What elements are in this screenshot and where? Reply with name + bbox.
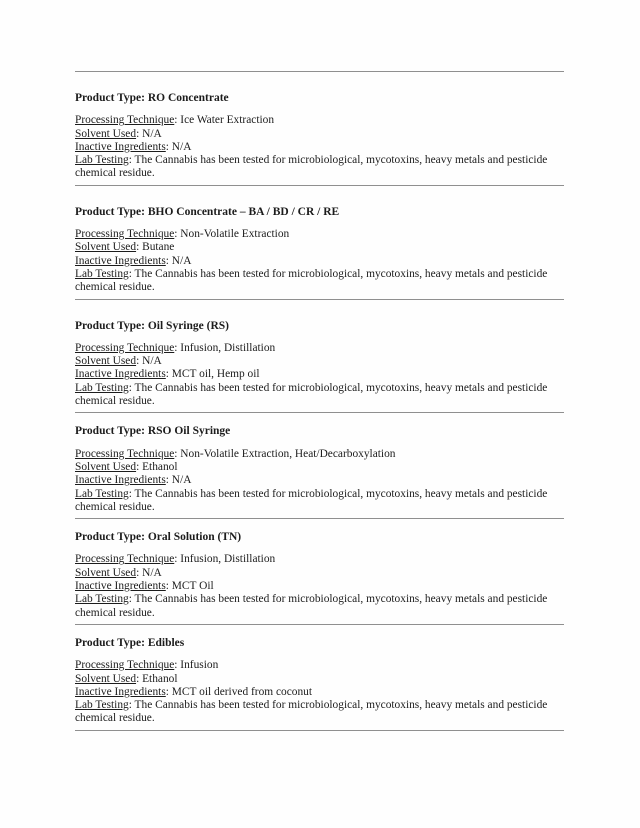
label-separator: : (128, 699, 135, 712)
inactive-ingredients-label: Inactive Ingredients (75, 580, 166, 593)
solvent-used-value: N/A (142, 127, 162, 140)
inactive-ingredients-value: N/A (171, 254, 192, 267)
horizontal-rule (75, 518, 564, 519)
solvent-used-line (75, 673, 564, 686)
solvent-used-line (75, 241, 564, 254)
label-separator: : (174, 553, 181, 566)
processing-technique-label: Processing Technique (75, 341, 175, 354)
processing-technique-line (75, 114, 564, 127)
product-section (75, 185, 564, 295)
inactive-ingredients-label: Inactive Ingredients (75, 368, 166, 381)
label-separator: : (165, 254, 172, 267)
solvent-used-line (75, 567, 564, 580)
lab-testing-value: The Cannabis has been tested for microbiological, mycotoxins, heavy metals and pesticide chemical residue. (75, 267, 548, 294)
processing-technique-value: Infusion, Distillation (180, 553, 276, 566)
label-separator: : (136, 672, 143, 685)
lab-testing-value: The Cannabis has been tested for microbiological, mycotoxins, heavy metals and pesticide chemical residue. (75, 487, 548, 513)
product-type-heading: Product Type: RO Concentrate (75, 92, 229, 104)
solvent-used-label: Solvent Used (75, 355, 137, 368)
inactive-ingredients-value: MCT Oil (171, 580, 214, 593)
lab-testing-value: The Cannabis has been tested for microbiological, mycotoxins, heavy metals and pesticide chemical residue. (75, 381, 548, 408)
label-separator: : (128, 487, 135, 500)
solvent-used-label: Solvent Used (75, 460, 137, 473)
inactive-ingredients-label: Inactive Ingredients (75, 474, 166, 487)
product-fields (75, 448, 564, 514)
inactive-ingredients-line (75, 686, 564, 699)
inactive-ingredients-label: Inactive Ingredients (75, 254, 166, 267)
processing-technique-label: Processing Technique (75, 553, 175, 566)
processing-technique-label: Processing Technique (75, 659, 175, 672)
processing-technique-value: Non-Volatile Extraction (180, 228, 290, 241)
processing-technique-line (75, 659, 564, 672)
label-separator: : (136, 355, 143, 368)
product-fields (75, 228, 564, 294)
inactive-ingredients-value: N/A (171, 474, 192, 487)
inactive-ingredients-line (75, 255, 564, 268)
product-type-heading: Product Type: Oral Solution (TN) (75, 531, 242, 544)
inactive-ingredients-line (75, 141, 564, 154)
lab-testing-line (75, 268, 564, 295)
inactive-ingredients-line (75, 368, 564, 381)
solvent-used-label: Solvent Used (75, 127, 137, 140)
inactive-ingredients-value: MCT oil derived from coconut (171, 685, 313, 698)
label-separator: : (174, 447, 181, 460)
processing-technique-line (75, 448, 564, 461)
inactive-ingredients-label: Inactive Ingredients (75, 685, 166, 698)
product-fields (75, 553, 564, 619)
label-separator: : (128, 381, 135, 394)
product-section (75, 71, 564, 181)
solvent-used-value: Ethanol (142, 672, 178, 685)
solvent-used-line (75, 355, 564, 368)
label-separator: : (136, 127, 143, 140)
solvent-used-value: N/A (142, 355, 162, 368)
processing-technique-value: Infusion, Distillation (180, 341, 276, 354)
product-fields (75, 342, 564, 408)
lab-testing-label: Lab Testing (75, 699, 129, 712)
solvent-used-value: Butane (142, 241, 175, 254)
label-separator: : (165, 580, 172, 593)
product-type-heading: Product Type: Oil Syringe (RS) (75, 319, 229, 332)
product-section (75, 412, 564, 514)
lab-testing-label: Lab Testing (75, 487, 129, 500)
product-fields (75, 659, 564, 725)
lab-testing-line (75, 699, 564, 726)
inactive-ingredients-value: N/A (171, 140, 192, 153)
label-separator: : (174, 341, 181, 354)
inactive-ingredients-label: Inactive Ingredients (75, 140, 166, 153)
lab-testing-label: Lab Testing (75, 593, 129, 606)
label-separator: : (128, 267, 135, 280)
inactive-ingredients-line (75, 474, 564, 487)
lab-testing-line (75, 154, 564, 181)
lab-testing-label: Lab Testing (75, 154, 129, 167)
lab-testing-line (75, 488, 564, 515)
horizontal-rule (75, 71, 564, 72)
lab-testing-value: The Cannabis has been tested for microbiological, mycotoxins, heavy metals and pesticide chemical residue. (75, 154, 548, 180)
processing-technique-label: Processing Technique (75, 114, 175, 127)
horizontal-rule (75, 185, 564, 186)
lab-testing-line (75, 382, 564, 409)
product-type-heading: Product Type: RSO Oil Syringe (75, 425, 231, 438)
sections (75, 71, 564, 726)
horizontal-rule-bottom (75, 730, 564, 731)
label-separator: : (165, 685, 172, 698)
label-separator: : (165, 474, 172, 487)
product-section (75, 299, 564, 409)
label-separator: : (128, 593, 135, 606)
label-separator: : (174, 228, 181, 241)
product-type-heading: Product Type: BHO Concentrate – BA / BD / CR / RE (75, 205, 340, 218)
solvent-used-label: Solvent Used (75, 241, 137, 254)
label-separator: : (136, 241, 143, 254)
label-separator: : (174, 659, 181, 672)
label-separator: : (174, 114, 181, 127)
label-separator: : (136, 460, 143, 473)
processing-technique-line (75, 342, 564, 355)
label-separator: : (165, 140, 172, 153)
horizontal-rule (75, 412, 564, 413)
solvent-used-line (75, 128, 564, 141)
solvent-used-line (75, 461, 564, 474)
document-content (75, 71, 564, 731)
lab-testing-line (75, 593, 564, 620)
lab-testing-value: The Cannabis has been tested for microbiological, mycotoxins, heavy metals and pesticide chemical residue. (75, 593, 548, 619)
lab-testing-value: The Cannabis has been tested for microbiological, mycotoxins, heavy metals and pesticide chemical residue. (75, 699, 548, 725)
lab-testing-label: Lab Testing (75, 267, 129, 280)
label-separator: : (128, 154, 135, 167)
inactive-ingredients-line (75, 580, 564, 593)
label-separator: : (136, 566, 143, 579)
processing-technique-value: Non-Volatile Extraction, Heat/Decarboxylation (180, 447, 396, 460)
horizontal-rule (75, 624, 564, 625)
lab-testing-label: Lab Testing (75, 381, 129, 394)
processing-technique-value: Ice Water Extraction (180, 114, 275, 127)
product-fields (75, 114, 564, 180)
processing-technique-line (75, 553, 564, 566)
product-section (75, 624, 564, 726)
processing-technique-label: Processing Technique (75, 447, 175, 460)
processing-technique-label: Processing Technique (75, 228, 175, 241)
inactive-ingredients-value: MCT oil, Hemp oil (171, 368, 260, 381)
product-section (75, 518, 564, 620)
label-separator: : (165, 368, 172, 381)
solvent-used-value: N/A (142, 566, 162, 579)
processing-technique-line (75, 228, 564, 241)
solvent-used-label: Solvent Used (75, 672, 137, 685)
processing-technique-value: Infusion (180, 659, 219, 672)
product-type-heading: Product Type: Edibles (75, 636, 185, 649)
solvent-used-label: Solvent Used (75, 566, 137, 579)
horizontal-rule (75, 299, 564, 300)
solvent-used-value: Ethanol (142, 460, 178, 473)
